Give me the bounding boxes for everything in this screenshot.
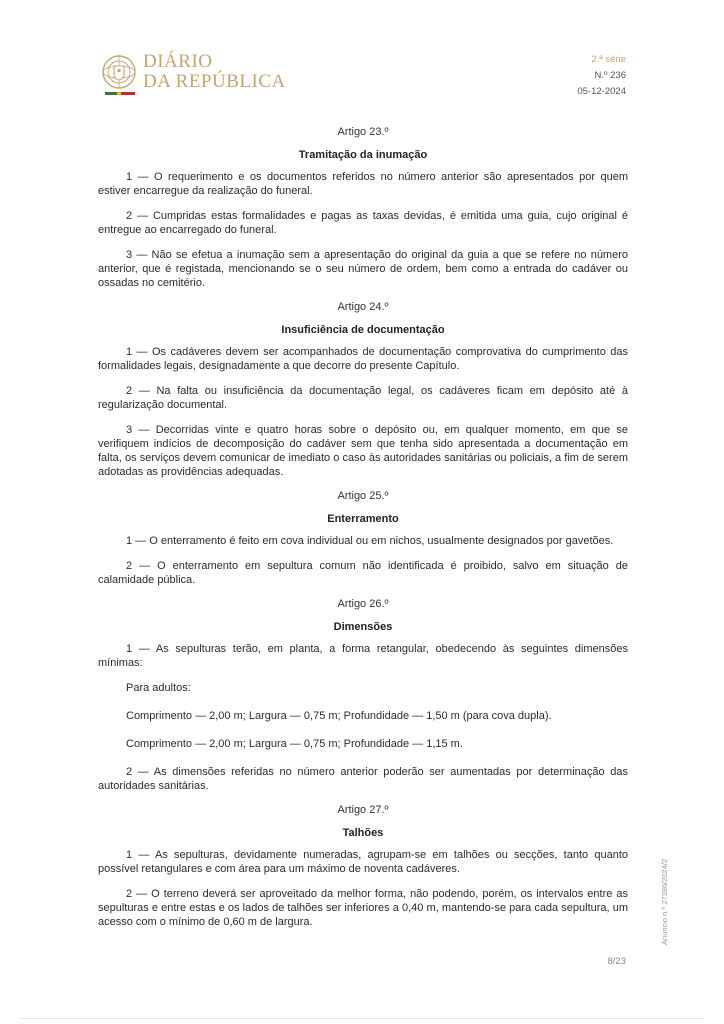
- article-number: Artigo 24.º: [337, 301, 389, 313]
- paragraph: 2 — Cumpridas estas formalidades e pagas as taxas devidas, é emitida uma guia, cujo original é entregue ao encarregado do funeral.: [98, 210, 628, 236]
- article-number: Artigo 25.º: [337, 490, 389, 502]
- article-title: Tramitação da inumação: [298, 149, 428, 161]
- issue-date: 05-12-2024: [577, 86, 626, 97]
- announcement-code: Anúncio n.º 27386/2024/2: [660, 858, 669, 945]
- paragraph: 1 — Os cadáveres devem ser acompanhados de documentação comprovativa do cumprimento das formalidades legais, designadamente a que decorre do presente Capítulo.: [98, 346, 628, 372]
- paragraph: 2 — As dimensões referidas no número anterior poderão ser aumentadas por determinação das autoridades sanitárias.: [98, 766, 628, 792]
- side-announcement-code: [660, 835, 672, 945]
- republic-emblem-icon: [101, 54, 137, 90]
- paragraph: 1 — As sepulturas, devidamente numeradas, agrupam-se em talhões ou secções, tanto quanto possível retangulares e com área para um máximo de noventa cadáveres.: [98, 849, 628, 875]
- issue-number: N.º 236: [594, 70, 626, 81]
- paragraph: 2 — Na falta ou insuficiência da documentação legal, os cadáveres ficam em depósito até à regularização documental.: [98, 385, 628, 411]
- flag-stripe: [105, 92, 135, 95]
- issue-info: [577, 52, 626, 100]
- document-body: [98, 120, 628, 940]
- bottom-divider: [20, 1018, 704, 1019]
- article-number: Artigo 23.º: [337, 126, 389, 138]
- series-label: 2.ª série: [591, 54, 626, 65]
- page-number: 8/23: [607, 956, 626, 967]
- article-title: Talhões: [342, 827, 384, 839]
- article-title: Dimensões: [333, 621, 393, 633]
- paragraph: 2 — O enterramento em sepultura comum não identificada é proibido, salvo em situação de calamidade pública.: [98, 560, 628, 586]
- paragraph: Para adultos:: [126, 682, 191, 694]
- paragraph: 1 — O enterramento é feito em cova individual ou em nichos, usualmente designados por gavetões.: [126, 535, 614, 547]
- paragraph: Comprimento — 2,00 m; Largura — 0,75 m; Profundidade — 1,50 m (para cova dupla).: [126, 710, 552, 722]
- page-header: [0, 0, 724, 110]
- paragraph: 2 — O terreno deverá ser aproveitado da melhor forma, não podendo, porém, os intervalos entre as sepulturas e entre estas e os lados de talhões ser inferiores a 0,40 m, mantendo-se para cada sepultura, um acesso com o mínimo de 0,60 m de largura.: [98, 888, 628, 928]
- paragraph: 1 — O requerimento e os documentos referidos no número anterior são apresentados por quem estiver encarregue da realização do funeral.: [98, 171, 628, 197]
- article-title: Insuficiência de documentação: [281, 324, 445, 336]
- diario-logo[interactable]: [101, 50, 301, 100]
- paragraph: 3 — Não se efetua a inumação sem a apresentação do original da guia a que se refere no número anterior, que é registada, mencionando se o seu número de ordem, bem como a entrada do cadáver ou ossadas no cemitério.: [98, 249, 628, 289]
- brand-line-1: DIÁRIO: [143, 51, 213, 72]
- article-title: Enterramento: [327, 513, 399, 525]
- paragraph: 1 — As sepulturas terão, em planta, a forma retangular, obedecendo às seguintes dimensões mínimas:: [98, 643, 628, 669]
- article-number: Artigo 27.º: [337, 804, 389, 816]
- brand-line-2: DA REPÚBLICA: [143, 71, 286, 92]
- article-number: Artigo 26.º: [337, 598, 389, 610]
- paragraph: 3 — Decorridas vinte e quatro horas sobre o depósito ou, em qualquer momento, em que se verifiquem indícios de decomposição do cadáver sem que tenha sido apresentada a documentação em falta, os serviços devem comunicar de imediato o caso às autoridades sanitárias ou policiais, a fim de serem adotadas as providências adequadas.: [98, 424, 628, 478]
- paragraph: Comprimento — 2,00 m; Largura — 0,75 m; Profundidade — 1,15 m.: [126, 738, 463, 750]
